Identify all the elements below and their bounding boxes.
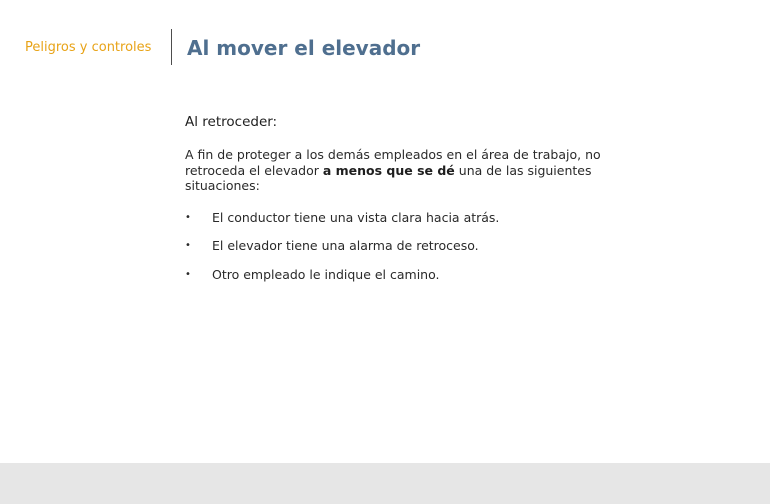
bullet-text: Otro empleado le indique el camino. [212,266,440,282]
intro-emphasis: a menos que se dé [322,162,455,178]
bullet-text: El conductor tiene una vista clara hacia atrás. [212,209,500,225]
intro-text-start: A fin de proteger a los demás empleados en el área de trabajo, no retroceda el elevador [185,147,601,178]
intro-paragraph [185,147,605,194]
intro-text-end: una de las siguientes situaciones: [185,162,592,193]
section-label: Peligros y controles [25,40,152,55]
bullet-item [185,267,605,296]
footer-band [0,463,770,504]
bullet-marker: • [185,268,191,280]
bullet-item [185,210,605,239]
slide-content [185,113,605,295]
bullet-item [185,238,605,267]
bullet-marker: • [185,240,191,251]
subheading: Al retroceder: [185,114,278,130]
bullet-marker: • [185,211,191,223]
bullet-text: El elevador tiene una alarma de retroceso. [212,238,479,253]
bullet-list [185,210,605,296]
page-title: Al mover el elevador [187,36,421,60]
header-divider [171,29,172,65]
